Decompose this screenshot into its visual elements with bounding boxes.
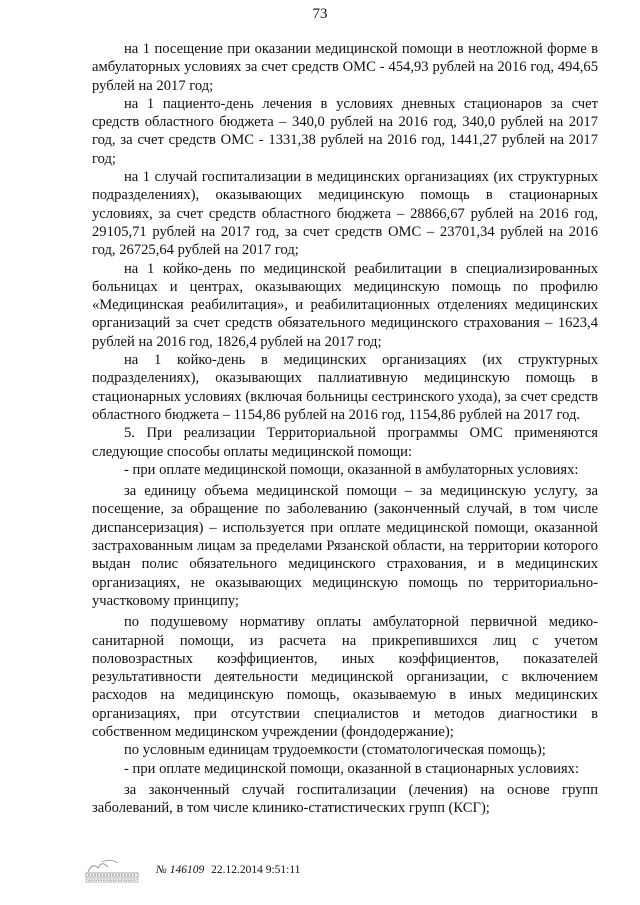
paragraph: на 1 койко-день по медицинской реабилитации в специализированных больницах и центрах, оказывающих медицинскую помощь по профилю «Медицинская реабилитация», и реабилитационных отделениях медицинских организаций за счет средств обязательного медицинского страхования – 1623,4 рублей на 2016 год, 1826,4 рублей на 2017 год; xyxy=(92,260,598,350)
paragraph: 5. При реализации Территориальной программы ОМС применяются следующие способы оплаты медицинской помощи: xyxy=(92,425,598,460)
registration-stamp-icon xyxy=(82,858,142,886)
paragraph: - при оплате медицинской помощи, оказанной в стационарных условиях: xyxy=(124,760,580,777)
page-number: 73 xyxy=(312,6,328,22)
paragraph: - при оплате медицинской помощи, оказанной в амбулаторных условиях: xyxy=(124,461,579,478)
document-registration-number xyxy=(156,864,300,876)
paragraph: на 1 пациенто-день лечения в условиях дневных стационаров за счет средств областного бюджета – 340,0 рублей на 2016 год, 340,0 рублей на 2017 год, за счет средств ОМС - 1331,38 рублей на 2016 год, 1441,27 рублей на 2017 год; xyxy=(92,95,598,167)
page-footer xyxy=(82,858,562,888)
paragraph: на 1 посещение при оказании медицинской помощи в неотложной форме в амбулаторных условиях за счет средств ОМС - 454,93 рублей на 2016 год, 494,65 рублей на 2017 год; xyxy=(92,41,598,94)
paragraph: за единицу объема медицинской помощи – за медицинскую услугу, за посещение, за обращение по заболеванию (законченный случай, в том числе диспансеризация) – используется при оплате медицинской помощи, оказанной застрахованным лицам за пределами Рязанской области, на территории которого выдан полис обязательного медицинского страхования, и в медицинских организациях, не оказывающих медицинскую помощь по территориально-участковому принципу; xyxy=(92,483,598,609)
paragraph: по условным единицам трудоемкости (стоматологическая помощь); xyxy=(124,742,546,759)
paragraph: на 1 койко-день в медицинских организациях (их структурных подразделениях), оказывающих паллиативную медицинскую помощь в стационарных условиях (включая больницы сестринского ухода), за счет средств областного бюджета – 1154,86 рублей на 2016 год, 1154,86 рублей на 2017 год. xyxy=(92,352,598,423)
doc-number: № 146109 xyxy=(156,864,205,876)
paragraph: на 1 случай госпитализации в медицинских организациях (их структурных подразделениях), оказывающих медицинскую помощь в стационарных условиях, за счет средств областного бюджета – 28866,67 рублей на 2016 год, 29105,71 рублей на 2017 год, за счет средств ОМС – 23701,34 рублей на 2016 год, 26725,64 рублей на 2017 год; xyxy=(92,169,598,259)
doc-datetime: 22.12.2014 9:51:11 xyxy=(211,864,301,876)
paragraph: по подушевому нормативу оплаты амбулаторной первичной медико-санитарной помощи, из расчета на прикрепившихся лиц с учетом половозрастных коэффициентов, иных коэффициентов, показателей результативности деятельности медицинской организации, с включением расходов на медицинскую помощь, оказываемую в иных медицинских организациях, при отсутствии специалистов и методов диагностики в собственном медицинском учреждении (фондодержание); xyxy=(92,614,598,740)
paragraph: за законченный случай госпитализации (лечения) на основе групп заболеваний, в том числе клинико-статистических групп (КСГ); xyxy=(92,781,598,817)
document-body xyxy=(92,40,598,817)
